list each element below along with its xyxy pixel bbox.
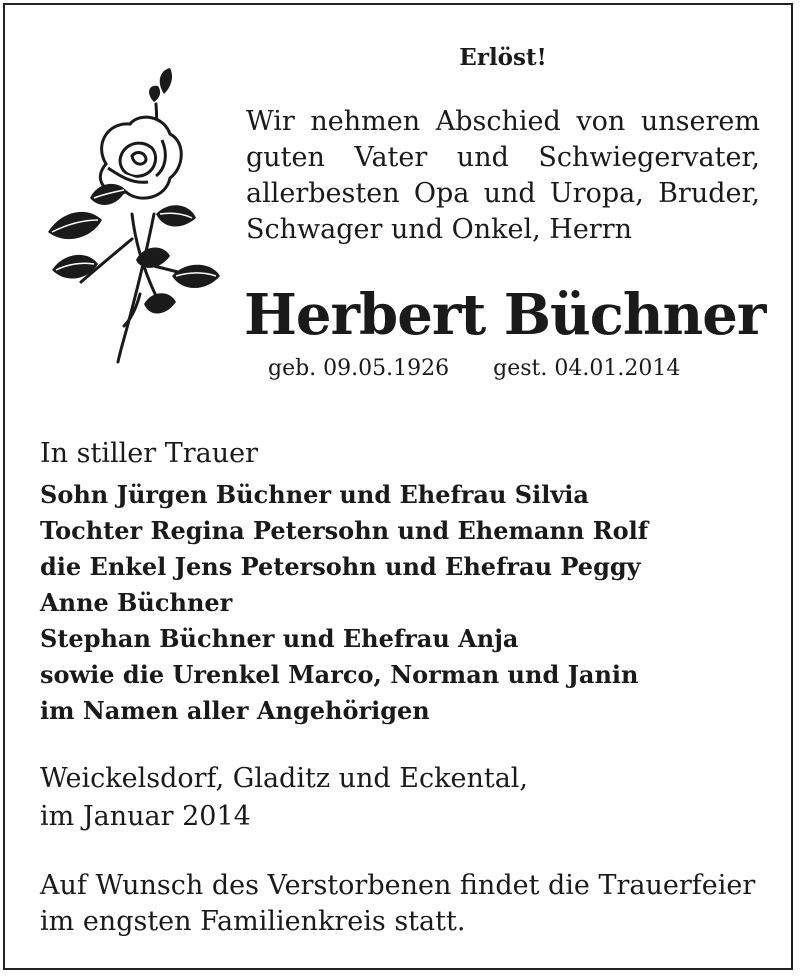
mourner-line: Tochter Regina Petersohn und Ehemann Rolf xyxy=(40,516,649,545)
rose-illustration xyxy=(36,64,224,364)
place-line: Weickelsdorf, Gladitz und Eckental, xyxy=(40,763,529,794)
place-and-date xyxy=(40,760,528,836)
funeral-note xyxy=(40,868,755,940)
death-date: gest. 04.01.2014 xyxy=(493,356,681,381)
birth-date: geb. 09.05.1926 xyxy=(268,356,450,381)
intro-line: guten Vater und Schwiegervater, xyxy=(246,142,760,173)
intro-line: allerbesten Opa und Uropa, Bruder, xyxy=(246,178,760,209)
mourners-list xyxy=(40,477,648,729)
heading-erloest: Erlöst! xyxy=(459,44,547,71)
deceased-name: Herbert Büchner xyxy=(244,282,766,348)
note-line: im engsten Familienkreis statt. xyxy=(40,906,466,937)
mourner-line: Anne Büchner xyxy=(40,588,233,617)
mourner-line: die Enkel Jens Petersohn und Ehefrau Peggy xyxy=(40,552,641,581)
intro-line: Schwager und Onkel, Herrn xyxy=(246,214,633,245)
mourner-line: Sohn Jürgen Büchner und Ehefrau Silvia xyxy=(40,480,589,509)
mourning-intro: In stiller Trauer xyxy=(40,438,259,469)
intro-line: Wir nehmen Abschied von unserem xyxy=(246,106,760,137)
date-line: im Januar 2014 xyxy=(40,801,251,832)
note-line: Auf Wunsch des Verstorbenen findet die Trauerfeier xyxy=(40,870,756,901)
life-dates xyxy=(268,356,680,381)
intro-text xyxy=(246,104,760,248)
mourner-line: im Namen aller Angehörigen xyxy=(40,696,430,725)
mourner-line: Stephan Büchner und Ehefrau Anja xyxy=(40,624,519,653)
mourner-line: sowie die Urenkel Marco, Norman und Janin xyxy=(40,660,639,689)
